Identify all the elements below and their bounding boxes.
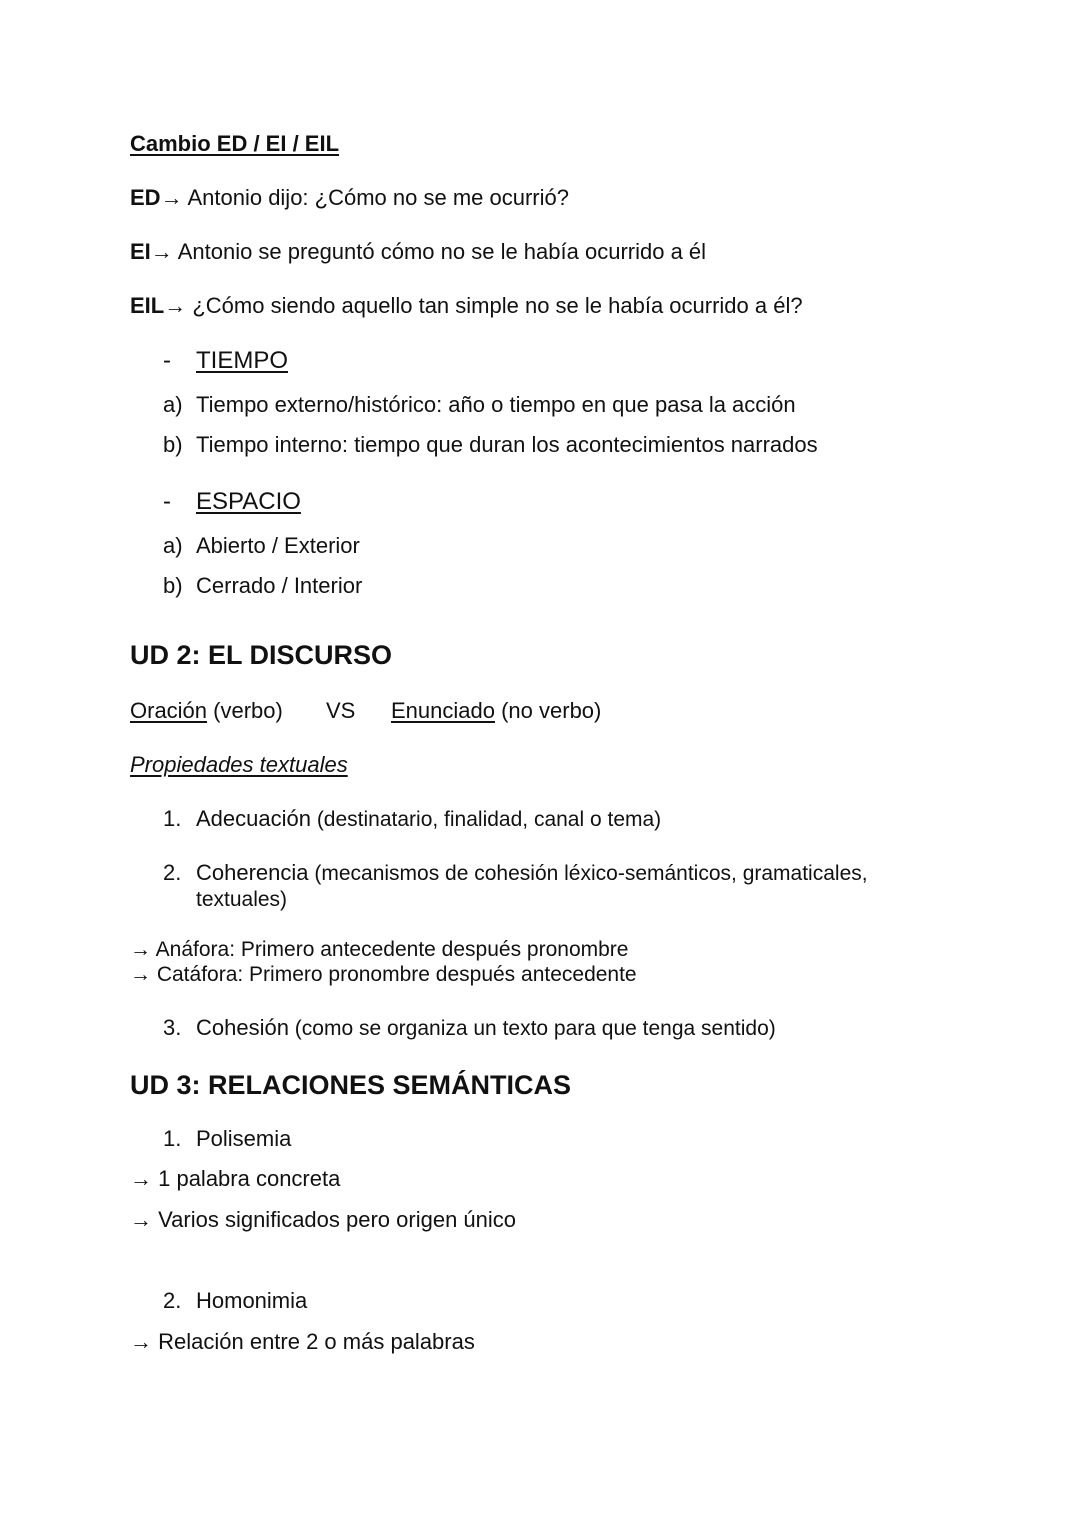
arrow-icon: → — [160, 185, 183, 210]
arrow-icon: → — [164, 293, 187, 318]
list-item: Tiempo interno: tiempo que duran los acontecimientos narrados — [196, 432, 818, 457]
list-marker: 1. — [163, 1126, 182, 1151]
propiedades-heading: Propiedades textuales — [130, 752, 348, 777]
list-marker: a) — [163, 392, 183, 417]
oracion-line — [130, 698, 283, 724]
list-marker: b) — [163, 432, 183, 457]
list-item: Abierto / Exterior — [196, 533, 360, 558]
example-tag: EIL — [130, 293, 165, 318]
vs-label: VS — [326, 698, 356, 723]
homonimia-item: Homonimia — [196, 1288, 308, 1313]
list-marker: 1. — [163, 806, 182, 831]
enunciado-line — [391, 698, 601, 724]
anafora-note: → Anáfora: Primero antecedente después pronombre — [130, 938, 629, 961]
example-ed — [130, 185, 569, 211]
list-item: Cerrado / Interior — [196, 573, 363, 598]
dash-marker: - — [163, 488, 171, 515]
heading-espacio: ESPACIO — [196, 488, 301, 515]
item-note: (como se organiza un texto para que tenga sentido) — [288, 1017, 776, 1040]
adecuacion-item — [196, 806, 661, 832]
item-note-continued: textuales) — [196, 888, 288, 911]
oracion-note: (verbo) — [207, 698, 283, 723]
list-marker: 2. — [163, 1288, 182, 1313]
list-marker: a) — [163, 533, 183, 558]
polisemia-note: → Varios significados pero origen único — [130, 1207, 517, 1232]
dash-marker: - — [163, 347, 171, 374]
list-item: Tiempo externo/histórico: año o tiempo en que pasa la acción — [196, 392, 796, 417]
example-tag: EI — [130, 239, 151, 264]
heading-ud3: UD 3: RELACIONES SEMÁNTICAS — [130, 1070, 572, 1100]
example-text: Antonio se preguntó cómo no se le había ocurrido a él — [172, 239, 707, 264]
example-text: ¿Cómo siendo aquello tan simple no se le había ocurrido a él? — [186, 293, 803, 318]
example-ei — [130, 239, 706, 265]
polisemia-item: Polisemia — [196, 1126, 292, 1151]
oracion-term: Oración — [130, 698, 208, 723]
enunciado-note: (no verbo) — [494, 698, 602, 723]
cohesion-item — [196, 1015, 776, 1041]
example-text: Antonio dijo: ¿Cómo no se me ocurrió? — [182, 185, 569, 210]
polisemia-note: → 1 palabra concreta — [130, 1166, 341, 1191]
enunciado-term: Enunciado — [391, 698, 495, 723]
item-note: (destinatario, finalidad, canal o tema) — [310, 808, 662, 831]
heading-tiempo: TIEMPO — [196, 347, 289, 374]
homonimia-note: → Relación entre 2 o más palabras — [130, 1329, 475, 1354]
list-marker: 2. — [163, 860, 182, 885]
coherencia-item — [196, 860, 868, 886]
item-label: Cohesión — [196, 1015, 289, 1040]
heading-ud2: UD 2: EL DISCURSO — [130, 640, 393, 670]
example-eil — [130, 293, 803, 319]
example-tag: ED — [130, 185, 161, 210]
item-label: Coherencia — [196, 860, 309, 885]
item-note: (mecanismos de cohesión léxico-semánticos, gramaticales, — [308, 862, 868, 885]
catafora-note: → Catáfora: Primero pronombre después antecedente — [130, 963, 637, 986]
arrow-icon: → — [150, 239, 173, 264]
item-label: Adecuación — [196, 806, 311, 831]
section-title-cambio: Cambio ED / EI / EIL — [130, 131, 340, 156]
list-marker: b) — [163, 573, 183, 598]
list-marker: 3. — [163, 1015, 182, 1040]
